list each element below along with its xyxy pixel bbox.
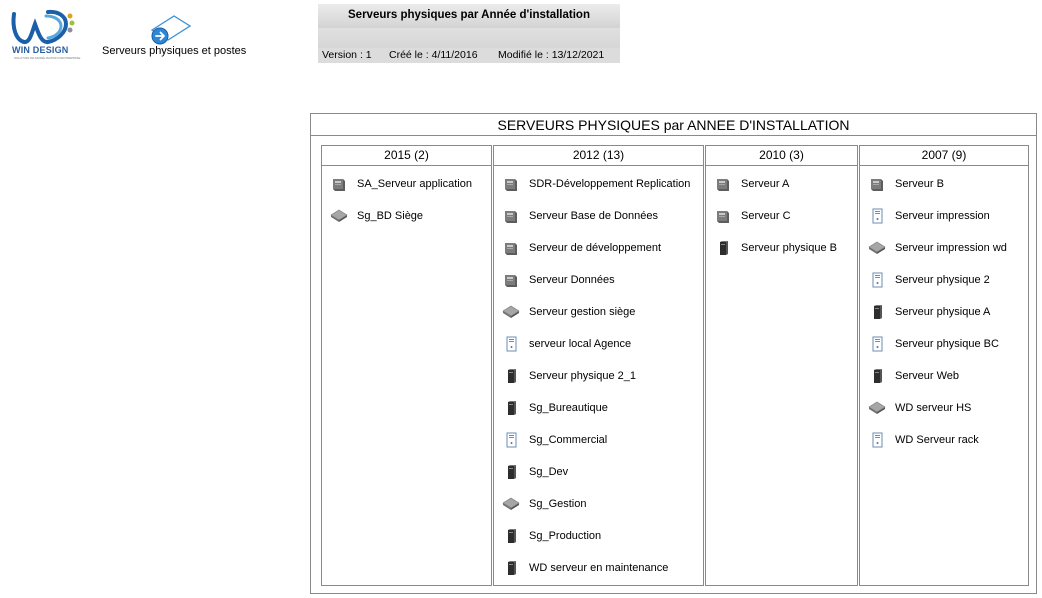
server-item-label: Sg_Production <box>529 530 602 542</box>
server-item[interactable] <box>714 174 789 194</box>
dark-tower-icon <box>502 367 529 385</box>
server-item[interactable] <box>502 462 568 482</box>
server-item[interactable] <box>502 334 631 354</box>
column-header: 2012 (13) <box>494 146 703 166</box>
light-tower-icon <box>868 431 895 449</box>
server-item-label: Sg_BD Siège <box>357 210 424 222</box>
version-label: Version : 1 <box>322 49 372 61</box>
server-item[interactable] <box>502 174 690 194</box>
server-box-icon <box>502 207 529 225</box>
column-2010 <box>705 145 858 586</box>
server-item-label: Serveur physique 2 <box>895 274 990 286</box>
column-2012 <box>493 145 704 586</box>
diamond-server-icon <box>330 207 357 225</box>
server-item-label: Sg_Gestion <box>529 498 587 510</box>
server-item[interactable] <box>502 526 601 546</box>
server-item-label: WD Serveur rack <box>895 434 979 446</box>
server-item[interactable] <box>502 206 658 226</box>
server-item-label: SDR-Développement Replication <box>529 178 691 190</box>
server-item-label: Serveur impression <box>895 210 990 222</box>
server-item[interactable] <box>502 558 668 578</box>
dark-tower-icon <box>502 399 529 417</box>
light-tower-icon <box>868 271 895 289</box>
dark-tower-icon <box>502 463 529 481</box>
server-item[interactable] <box>868 302 990 322</box>
server-item-label: SA_Serveur application <box>357 178 472 190</box>
column-header: 2010 (3) <box>706 146 857 166</box>
column-2007 <box>859 145 1029 586</box>
server-box-icon <box>330 175 357 193</box>
server-item-label: Serveur Données <box>529 274 615 286</box>
server-item[interactable] <box>868 398 971 418</box>
logo-text: WIN DESIGN <box>12 45 69 55</box>
server-item[interactable] <box>868 366 959 386</box>
navigate-diagram-icon[interactable] <box>148 12 194 48</box>
server-item-label: Serveur de développement <box>529 242 662 254</box>
light-tower-icon <box>502 431 529 449</box>
dark-tower-icon <box>502 527 529 545</box>
server-item[interactable] <box>714 206 791 226</box>
server-item-label: Serveur C <box>741 210 791 222</box>
server-box-icon <box>714 207 741 225</box>
dark-tower-icon <box>714 239 741 257</box>
server-item[interactable] <box>868 206 990 226</box>
server-item-label: Serveur gestion siège <box>529 306 636 318</box>
server-item-label: Sg_Commercial <box>529 434 608 446</box>
server-item-label: WD serveur en maintenance <box>529 562 669 574</box>
server-item[interactable] <box>502 302 635 322</box>
servers-by-year-panel <box>310 113 1037 594</box>
server-item[interactable] <box>868 334 999 354</box>
server-box-icon <box>714 175 741 193</box>
server-item-label: Serveur physique BC <box>895 338 999 350</box>
server-item[interactable] <box>868 430 979 450</box>
server-item[interactable] <box>502 270 615 290</box>
diamond-server-icon <box>868 239 895 257</box>
server-item[interactable] <box>714 238 837 258</box>
server-item-label: Serveur physique B <box>741 242 837 254</box>
dark-tower-icon <box>502 559 529 577</box>
server-item[interactable] <box>502 366 636 386</box>
diagram-title: Serveurs physiques par Année d'installation <box>318 4 620 28</box>
nav-link-servers-and-workstations[interactable]: Serveurs physiques et postes <box>102 45 247 57</box>
logo-subtitle: SOLUTION DE MODÉLISATION D'ENTREPRISE <box>14 56 81 60</box>
server-item[interactable] <box>502 430 607 450</box>
light-tower-icon <box>502 335 529 353</box>
server-item-label: Sg_Dev <box>529 466 569 478</box>
column-header: 2015 (2) <box>322 146 491 166</box>
modified-date: Modifié le : 13/12/2021 <box>498 49 605 61</box>
created-date: Créé le : 4/11/2016 <box>389 49 478 61</box>
server-item-label: Serveur Web <box>895 370 959 382</box>
dark-tower-icon <box>868 367 895 385</box>
panel-title: SERVEURS PHYSIQUES par ANNEE D'INSTALLATION <box>311 114 1036 136</box>
diamond-server-icon <box>502 303 529 321</box>
column-2015 <box>321 145 492 586</box>
server-item[interactable] <box>502 238 661 258</box>
server-item[interactable] <box>502 494 586 514</box>
light-tower-icon <box>868 207 895 225</box>
server-item[interactable] <box>330 206 423 226</box>
title-box-spacer <box>318 28 620 48</box>
server-item-label: Serveur B <box>895 178 944 190</box>
server-item[interactable] <box>868 270 990 290</box>
server-item-label: Sg_Bureautique <box>529 402 608 414</box>
server-item[interactable] <box>330 174 472 194</box>
server-item-label: WD serveur HS <box>895 402 972 414</box>
dark-tower-icon <box>868 303 895 321</box>
server-item-label: Serveur physique 2_1 <box>529 370 637 382</box>
server-item-label: serveur local Agence <box>529 338 632 350</box>
server-item-label: Serveur impression wd <box>895 242 1007 254</box>
column-header: 2007 (9) <box>860 146 1028 166</box>
server-item[interactable] <box>868 174 944 194</box>
server-item[interactable] <box>868 238 1007 258</box>
server-item-label: Serveur physique A <box>895 306 991 318</box>
server-box-icon <box>868 175 895 193</box>
server-item-label: Serveur A <box>741 178 790 190</box>
server-item[interactable] <box>502 398 608 418</box>
server-box-icon <box>502 239 529 257</box>
light-tower-icon <box>868 335 895 353</box>
windesign-logo-icon <box>8 8 78 48</box>
diamond-server-icon <box>502 495 529 513</box>
server-box-icon <box>502 271 529 289</box>
diagram-info-box <box>318 4 620 63</box>
diamond-server-icon <box>868 399 895 417</box>
server-box-icon <box>502 175 529 193</box>
server-item-label: Serveur Base de Données <box>529 210 659 222</box>
